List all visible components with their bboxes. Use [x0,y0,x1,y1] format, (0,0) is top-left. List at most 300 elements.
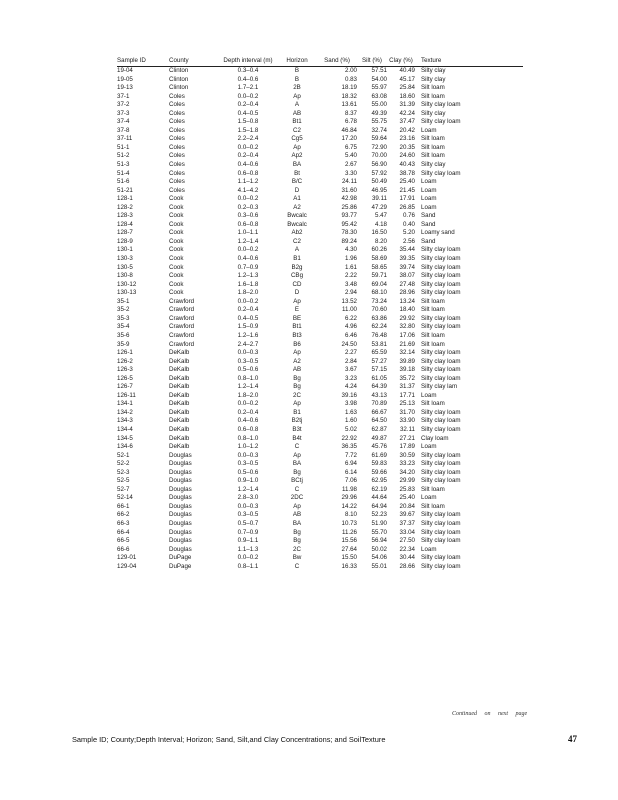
cell-sample-id: 134-1 [117,400,133,408]
cell-clay: 34.20 [399,468,415,476]
cell-county: Douglas [169,519,192,527]
cell-sand: 7.72 [344,451,357,459]
cell-sample-id: 51-21 [117,186,133,194]
cell-texture: Silty clay loam [421,417,461,425]
cell-county: Douglas [169,502,192,510]
cell-sand: 27.64 [341,545,357,553]
cell-sand: 3.67 [344,366,357,374]
cell-silt: 72.90 [371,143,387,151]
cell-county: Cook [169,289,184,297]
cell-county: Coles [169,186,185,194]
cell-texture: Silty clay loam [421,118,461,126]
cell-silt: 55.01 [371,562,387,570]
table-row [117,529,523,538]
cell-clay: 5.20 [402,229,415,237]
cell-texture: Silty clay loam [421,374,461,382]
cell-silt: 54.00 [371,75,387,83]
cell-depth-interval: 1.1–1.3 [237,545,259,553]
cell-county: Coles [169,101,185,109]
cell-horizon: B [294,67,300,74]
cell-horizon: A2 [293,203,301,211]
cell-clay: 39.74 [399,263,415,271]
cell-sand: 1.96 [344,255,357,263]
cell-depth-interval: 0.2–0.3 [237,203,259,211]
cell-depth-interval: 0.8–1.0 [237,434,259,442]
table-row [117,170,523,179]
cell-silt: 51.90 [371,519,387,527]
cell-sand: 1.61 [344,263,357,271]
cell-sand: 1.63 [344,408,357,416]
table-row [117,375,523,384]
table-row [117,76,523,85]
cell-sand: 3.23 [344,374,357,382]
cell-sample-id: 52-14 [117,494,133,502]
cell-sand: 5.40 [344,152,357,160]
table-row [117,67,523,76]
cell-silt: 61.05 [371,374,387,382]
cell-clay: 32.80 [399,323,415,331]
cell-horizon: Bt [294,169,300,177]
cell-depth-interval: 0.0–0.3 [237,502,259,510]
cell-texture: Silt loam [421,306,445,314]
cell-sample-id: 128-1 [117,195,133,203]
cell-clay: 28.66 [399,562,415,570]
cell-silt: 45.76 [371,443,387,451]
cell-sand: 6.22 [344,314,357,322]
cell-horizon: Ap [293,349,301,357]
cell-clay: 31.37 [399,383,415,391]
cell-county: Douglas [169,511,192,519]
cell-clay: 18.40 [399,306,415,314]
cell-silt: 59.64 [371,135,387,143]
cell-sample-id: 35-4 [117,323,130,331]
cell-clay: 29.92 [399,314,415,322]
cell-horizon: A [294,101,300,109]
cell-county: Coles [169,92,185,100]
cell-clay: 25.84 [399,84,415,92]
cell-horizon: A [294,246,300,254]
cell-horizon: AB [292,109,302,117]
table-row [117,469,523,478]
cell-silt: 57.27 [371,357,387,365]
cell-county: Clinton [169,84,189,92]
cell-silt: 62.24 [371,323,387,331]
cell-silt: 44.64 [371,494,387,502]
cell-clay: 33.90 [399,417,415,425]
cell-clay: 45.17 [399,75,415,83]
cell-texture: Loam [421,126,437,134]
cell-silt: 55.75 [371,118,387,126]
cell-county: Douglas [169,528,192,536]
cell-sample-id: 19-13 [117,84,133,92]
cell-horizon: C2 [293,237,301,245]
cell-silt: 8.20 [374,237,387,245]
cell-horizon: Ap [293,143,301,151]
cell-clay: 13.24 [399,297,415,305]
cell-horizon: Cg5 [291,135,303,143]
cell-silt: 63.86 [371,314,387,322]
cell-sand: 7.06 [344,477,357,485]
cell-texture: Silty clay loam [421,323,461,331]
cell-sand: 16.33 [341,562,357,570]
cell-county: DeKalb [169,383,190,391]
cell-silt: 73.24 [371,297,387,305]
cell-horizon: Bg [293,528,301,536]
cell-depth-interval: 1.2–1.6 [237,331,259,339]
cell-sand: 6.46 [344,331,357,339]
cell-county: Coles [169,118,185,126]
cell-depth-interval: 0.0–0.2 [237,246,259,254]
cell-horizon: Bg [293,537,301,545]
cell-horizon: AB [292,366,302,374]
cell-silt: 64.50 [371,417,387,425]
cell-sand: 24.50 [341,340,357,348]
cell-county: Douglas [169,451,192,459]
cell-texture: Silty clay loam [421,255,461,263]
cell-sample-id: 134-4 [117,425,133,433]
cell-sample-id: 19-05 [117,75,133,83]
cell-depth-interval: 0.0–0.3 [237,451,259,459]
cell-sample-id: 126-3 [117,366,133,374]
cell-clay: 24.60 [399,152,415,160]
cell-horizon: CBg [290,272,304,280]
cell-county: Cook [169,263,184,271]
cell-clay: 25.40 [399,494,415,502]
header-silt: Silt (%) [357,55,387,67]
cell-sand: 13.52 [341,297,357,305]
cell-sand: 18.19 [341,84,357,92]
table-row [117,255,523,264]
cell-county: DeKalb [169,417,190,425]
cell-horizon: Ap [293,451,301,459]
cell-depth-interval: 0.5–0.7 [237,519,259,527]
table-body [117,67,523,572]
cell-horizon: BE [292,314,302,322]
cell-horizon: B [294,75,300,83]
cell-horizon: Ap [293,400,301,408]
cell-horizon: Ap [293,297,301,305]
table-row [117,161,523,170]
table-row [117,435,523,444]
header-horizon: Horizon [277,55,317,67]
cell-sand: 95.42 [341,220,357,228]
cell-depth-interval: 0.0–0.2 [237,400,259,408]
cell-sand: 11.00 [341,306,357,314]
cell-sand: 13.61 [341,101,357,109]
cell-sample-id: 126-7 [117,383,133,391]
cell-sample-id: 51-3 [117,161,130,169]
cell-sand: 39.16 [341,391,357,399]
cell-horizon: C [294,485,300,493]
cell-depth-interval: 1.1–1.2 [237,178,259,186]
cell-sand: 17.20 [341,135,357,143]
cell-depth-interval: 1.6–1.8 [237,280,259,288]
cell-depth-interval: 0.0–0.2 [237,554,259,562]
header-depth-interval: Depth interval (m) [219,55,277,67]
cell-depth-interval: 1.0–1.2 [237,443,259,451]
cell-silt: 68.10 [371,289,387,297]
cell-clay: 0.76 [402,212,415,220]
cell-texture: Silty clay [421,75,446,83]
cell-texture: Loam [421,186,437,194]
cell-sand: 2.22 [344,272,357,280]
cell-county: Douglas [169,485,192,493]
cell-depth-interval: 0.5–0.6 [237,366,259,374]
cell-depth-interval: 0.0–0.3 [237,349,259,357]
cell-texture: Silty clay loam [421,554,461,562]
cell-clay: 18.60 [399,92,415,100]
cell-county: DuPage [169,554,192,562]
cell-texture: Silty clay loam [421,289,461,297]
cell-county: Clinton [169,75,189,83]
cell-depth-interval: 1.0–1.1 [237,229,259,237]
cell-depth-interval: 0.2–0.4 [237,152,259,160]
cell-horizon: Bt3 [292,331,302,339]
table-row [117,358,523,367]
cell-sample-id: 37-4 [117,118,130,126]
cell-sand: 8.10 [344,511,357,519]
cell-sample-id: 51-6 [117,178,130,186]
cell-sand: 3.30 [344,169,357,177]
cell-sand: 1.60 [344,417,357,425]
cell-texture: Loam [421,443,437,451]
cell-silt: 49.87 [371,434,387,442]
cell-sample-id: 126-5 [117,374,133,382]
table-row [117,332,523,341]
cell-texture: Silt loam [421,143,445,151]
table-row [117,426,523,435]
cell-texture: Loam [421,494,437,502]
cell-depth-interval: 0.0–0.2 [237,92,259,100]
cell-clay: 30.44 [399,554,415,562]
cell-texture: Silty clay loam [421,101,461,109]
header-sample-id: Sample ID [117,55,169,67]
cell-depth-interval: 0.4–0.6 [237,255,259,263]
table-row [117,187,523,196]
cell-depth-interval: 1.5–0.8 [237,118,259,126]
cell-silt: 64.94 [371,502,387,510]
cell-silt: 16.50 [371,229,387,237]
table-row [117,238,523,247]
cell-county: DeKalb [169,425,190,433]
cell-horizon: A2 [293,357,301,365]
cell-texture: Silt loam [421,92,445,100]
cell-depth-interval: 2.4–2.7 [237,340,259,348]
cell-sand: 78.30 [341,229,357,237]
cell-clay: 33.23 [399,460,415,468]
cell-horizon: Bw [292,554,302,562]
cell-sample-id: 130-1 [117,246,133,254]
cell-texture: Loam [421,545,437,553]
cell-silt: 46.95 [371,186,387,194]
cell-clay: 26.85 [399,203,415,211]
cell-depth-interval: 0.9–1.1 [237,537,259,545]
cell-sand: 3.48 [344,280,357,288]
cell-horizon: C [294,443,300,451]
cell-sand: 36.35 [341,443,357,451]
cell-sand: 0.83 [344,75,357,83]
cell-texture: Loam [421,195,437,203]
cell-clay: 28.96 [399,289,415,297]
cell-county: Cook [169,237,184,245]
cell-sand: 31.60 [341,186,357,194]
cell-clay: 17.89 [399,443,415,451]
cell-silt: 54.06 [371,554,387,562]
table-row [117,152,523,161]
cell-clay: 42.24 [399,109,415,117]
cell-depth-interval: 1.2–1.4 [237,485,259,493]
cell-depth-interval: 1.2–1.4 [237,383,259,391]
cell-sand: 2.94 [344,289,357,297]
cell-clay: 40.49 [399,67,415,74]
cell-silt: 55.00 [371,101,387,109]
cell-silt: 64.39 [371,383,387,391]
cell-silt: 39.11 [371,195,387,203]
cell-clay: 25.13 [399,400,415,408]
table-row [117,417,523,426]
cell-horizon: Bg [293,374,301,382]
table-row [117,349,523,358]
cell-county: Coles [169,135,185,143]
cell-texture: Silty clay loam [421,246,461,254]
cell-depth-interval: 0.0–0.2 [237,195,259,203]
cell-depth-interval: 4.1–4.2 [237,186,259,194]
cell-silt: 50.49 [371,178,387,186]
cell-horizon: C [294,562,300,570]
table-row [117,554,523,563]
cell-clay: 20.42 [399,126,415,134]
cell-sample-id: 37-2 [117,101,130,109]
cell-texture: Silty clay loam [421,528,461,536]
cell-clay: 17.71 [399,391,415,399]
cell-sand: 15.50 [341,554,357,562]
cell-county: DeKalb [169,374,190,382]
cell-silt: 59.71 [371,272,387,280]
cell-silt: 55.97 [371,84,387,92]
cell-texture: Silty clay loam [421,477,461,485]
cell-depth-interval: 0.8–1.0 [237,374,259,382]
table-row [117,127,523,136]
cell-sand: 6.14 [344,468,357,476]
cell-silt: 62.19 [371,485,387,493]
table-row [117,400,523,409]
cell-clay: 32.11 [399,425,415,433]
cell-texture: Silty clay loam [421,468,461,476]
cell-texture: Silty clay loam [421,349,461,357]
cell-texture: Silty clay [421,161,446,169]
table-row [117,101,523,110]
cell-silt: 57.92 [371,169,387,177]
table-row [117,229,523,238]
cell-horizon: Ap2 [291,152,303,160]
cell-horizon: Bt1 [292,118,302,126]
cell-sand: 4.24 [344,383,357,391]
cell-sample-id: 126-2 [117,357,133,365]
cell-silt: 61.69 [371,451,387,459]
cell-sand: 4.96 [344,323,357,331]
table-row [117,195,523,204]
cell-county: Douglas [169,494,192,502]
table-row [117,366,523,375]
table-row [117,135,523,144]
header-texture: Texture [415,55,523,67]
cell-sand: 89.24 [341,237,357,245]
cell-depth-interval: 0.4–0.6 [237,417,259,425]
cell-silt: 58.65 [371,263,387,271]
cell-sample-id: 134-6 [117,443,133,451]
cell-texture: Silty clay [421,109,446,117]
cell-county: Douglas [169,468,192,476]
cell-depth-interval: 0.2–0.4 [237,408,259,416]
table-row [117,494,523,503]
cell-sample-id: 126-11 [117,391,136,399]
table-row [117,93,523,102]
cell-silt: 69.04 [371,280,387,288]
cell-sample-id: 128-3 [117,212,133,220]
cell-silt: 70.60 [371,306,387,314]
cell-county: Cook [169,255,184,263]
cell-texture: Silty clay loam [421,451,461,459]
cell-silt: 50.02 [371,545,387,553]
cell-sand: 24.11 [341,178,357,186]
cell-sample-id: 37-3 [117,109,130,117]
cell-county: Crawford [169,306,195,314]
cell-county: Coles [169,143,185,151]
cell-county: Cook [169,220,184,228]
cell-sample-id: 128-7 [117,229,133,237]
cell-silt: 57.51 [371,67,387,74]
cell-clay: 17.06 [399,331,415,339]
cell-horizon: B/C [291,178,303,186]
cell-horizon: Ap [293,92,301,100]
cell-sample-id: 52-7 [117,485,130,493]
cell-county: Cook [169,195,184,203]
cell-depth-interval: 0.3–0.5 [237,460,259,468]
table-row [117,306,523,315]
cell-sand: 6.94 [344,460,357,468]
cell-clay: 39.67 [399,511,415,519]
cell-depth-interval: 1.8–2.0 [237,289,259,297]
table-row [117,221,523,230]
cell-sample-id: 126-1 [117,349,133,357]
cell-county: Coles [169,126,185,134]
cell-county: Douglas [169,545,192,553]
cell-county: DeKalb [169,349,190,357]
table-row [117,110,523,119]
page-caption: Sample ID; County;Depth Interval; Horizon; Sand, Silt,and Clay Concentrations; and SoilTexture [72,735,386,744]
cell-depth-interval: 0.7–0.9 [237,528,259,536]
cell-texture: Silty clay loam [421,408,461,416]
cell-sand: 3.98 [344,400,357,408]
cell-texture: Silt loam [421,331,445,339]
cell-clay: 27.21 [399,434,415,442]
cell-sample-id: 130-8 [117,272,133,280]
cell-horizon: D [294,186,300,194]
cell-county: Coles [169,169,185,177]
cell-sample-id: 19-04 [117,67,133,74]
cell-sample-id: 128-4 [117,220,133,228]
cell-sand: 22.92 [341,434,357,442]
cell-horizon: B3t [292,425,302,433]
cell-texture: Silt loam [421,135,445,143]
table-row [117,178,523,187]
cell-clay: 20.84 [399,502,415,510]
cell-silt: 57.15 [371,366,387,374]
cell-sample-id: 130-13 [117,289,137,297]
cell-sample-id: 51-4 [117,169,130,177]
cell-county: Crawford [169,331,195,339]
cell-depth-interval: 0.9–1.0 [237,477,259,485]
